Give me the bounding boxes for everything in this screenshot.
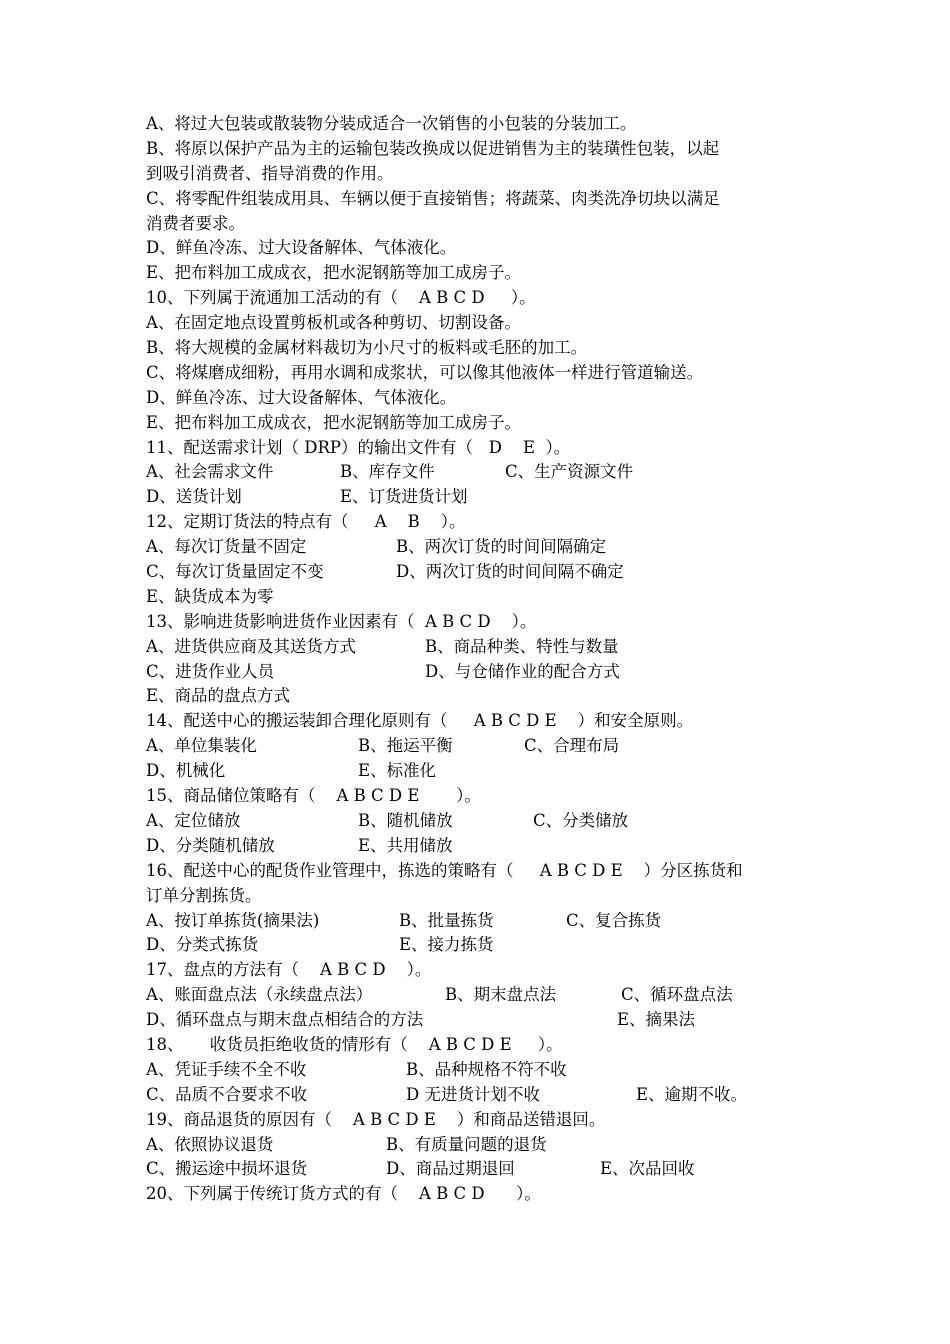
option-row <box>146 1008 814 1033</box>
option: D、分类式拣货 <box>146 935 259 955</box>
option: E、标准化 <box>358 761 437 781</box>
option: A、凭证手续不全不收 <box>146 1059 307 1079</box>
option-row <box>146 809 814 834</box>
option: D、分类随机储放 <box>146 835 275 855</box>
question-19: 19、商品退货的原因有（ A B C D E ）和商品送错退回。 <box>146 1109 606 1129</box>
option: C、合理布局 <box>524 736 620 756</box>
option: C、品质不合要求不收 <box>146 1084 308 1104</box>
option: D、循环盘点与期末盘点相结合的方法 <box>146 1010 424 1030</box>
option-line: 到吸引消费者、指导消费的作用。 <box>146 163 394 183</box>
option: E、摘果法 <box>617 1010 696 1030</box>
question-15: 15、商品储位策略有（ A B C D E ）。 <box>146 786 481 806</box>
option-line: B、将原以保护产品为主的运输包装改换成以促进销售为主的装璜性包装，以起 <box>146 138 720 158</box>
option-line: B、将大规模的金属材料裁切为小尺寸的板料或毛胚的加工。 <box>146 338 588 358</box>
question-10: 10、下列属于流通加工活动的有（ A B C D ）。 <box>146 288 536 308</box>
option-row <box>146 535 814 560</box>
option: D、机械化 <box>146 761 226 781</box>
question-14: 14、配送中心的搬运装卸合理化原则有（ A B C D E ）和安全原则。 <box>146 711 694 731</box>
option: E、订货进货计划 <box>340 487 468 507</box>
option-line: E、缺货成本为零 <box>146 586 274 606</box>
option: B、有质量问题的退货 <box>386 1134 547 1154</box>
option-line: D、鲜鱼冷冻、过大设备解体、气体液化。 <box>146 238 457 258</box>
option: B、批量拣货 <box>399 910 494 930</box>
question-17: 17、盘点的方法有（ A B C D ）。 <box>146 960 432 980</box>
option-line: E、把布料加工成成衣，把水泥钢筋等加工成房子。 <box>146 263 522 283</box>
option-line: C、将零配件组装成用具、车辆以便于直接销售；将蔬菜、肉类洗净切块以满足 <box>146 188 720 208</box>
option-line: 消费者要求。 <box>146 213 245 233</box>
option: C、进货作业人员 <box>146 661 275 681</box>
option: A、依照协议退货 <box>146 1134 274 1154</box>
option-row <box>146 1157 814 1182</box>
option-line: 订单分割拣货。 <box>146 885 262 905</box>
question-13: 13、影响进货影响进货作业因素有（ A B C D ）。 <box>146 611 537 631</box>
option: D 无进货计划不收 <box>406 1084 540 1104</box>
option: C、搬运途中损坏退货 <box>146 1159 308 1179</box>
option: C、生产资源文件 <box>505 462 634 482</box>
question-11: 11、配送需求计划（ DRP）的输出文件有（ D E ）。 <box>146 437 571 457</box>
option: E、接力拣货 <box>399 935 494 955</box>
option: E、逾期不收。 <box>636 1084 748 1104</box>
option: A、定位储放 <box>146 810 241 830</box>
option: B、两次订货的时间间隔确定 <box>396 537 607 557</box>
question-16: 16、配送中心的配货作业管理中，拣选的策略有（ A B C D E ）分区拣货和 <box>146 860 743 880</box>
option: D、商品过期退回 <box>386 1159 515 1179</box>
option: A、进货供应商及其送货方式 <box>146 636 356 656</box>
option: B、随机储放 <box>358 810 453 830</box>
option: A、社会需求文件 <box>146 462 274 482</box>
question-12: 12、定期订货法的特点有（ A B ）。 <box>146 512 466 532</box>
option: C、复合拣货 <box>566 910 662 930</box>
option-line: A、在固定地点设置剪板机或各种剪切、切割设备。 <box>146 313 521 333</box>
option-row <box>146 660 814 685</box>
option-row <box>146 734 814 759</box>
option-line: D、鲜鱼冷冻、过大设备解体、气体液化。 <box>146 387 457 407</box>
option: A、每次订货量不固定 <box>146 537 307 557</box>
option-row <box>146 485 814 510</box>
option-row <box>146 1058 814 1083</box>
option: B、品种规格不符不收 <box>406 1059 567 1079</box>
option: D、两次订货的时间间隔不确定 <box>396 562 624 582</box>
question-18: 18、 收货员拒绝收货的情形有（ A B C D E ）。 <box>146 1034 563 1054</box>
option: E、共用储放 <box>358 835 453 855</box>
option: A、单位集装化 <box>146 736 257 756</box>
option-row <box>146 759 814 784</box>
option-row <box>146 933 814 958</box>
option-row <box>146 834 814 859</box>
option: B、商品种类、特性与数量 <box>425 636 619 656</box>
option-line: E、把布料加工成成衣，把水泥钢筋等加工成房子。 <box>146 412 522 432</box>
option-row <box>146 635 814 660</box>
option: A、按订单拣货(摘果法) <box>146 910 320 930</box>
option-line: E、商品的盘点方式 <box>146 686 291 706</box>
option-row <box>146 1083 814 1108</box>
option-row <box>146 560 814 585</box>
option: B、库存文件 <box>340 462 435 482</box>
option: C、循环盘点法 <box>621 985 733 1005</box>
option: A、账面盘点法（永续盘点法） <box>146 985 373 1005</box>
option: D、与仓储作业的配合方式 <box>425 661 620 681</box>
option: B、拖运平衡 <box>358 736 453 756</box>
question-20: 20、下列属于传统订货方式的有（ A B C D ）。 <box>146 1184 541 1204</box>
option-row <box>146 909 814 934</box>
option: C、分类储放 <box>533 810 629 830</box>
option-row <box>146 460 814 485</box>
option-row <box>146 1133 814 1158</box>
option-line: C、将煤磨成细粉，再用水调和成浆状，可以像其他液体一样进行管道输送。 <box>146 362 704 382</box>
option: C、每次订货量固定不变 <box>146 562 324 582</box>
option: B、期末盘点法 <box>445 985 557 1005</box>
option-line: A、将过大包装或散装物分装成适合一次销售的小包装的分装加工。 <box>146 114 637 133</box>
option: D、送货计划 <box>146 487 242 507</box>
option: E、次品回收 <box>600 1159 695 1179</box>
question-list <box>146 112 814 1207</box>
option-row <box>146 983 814 1008</box>
